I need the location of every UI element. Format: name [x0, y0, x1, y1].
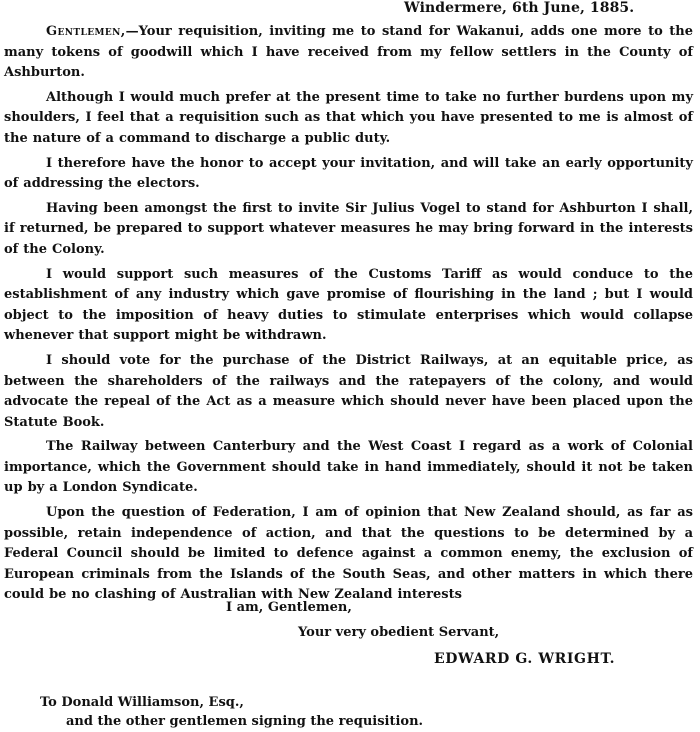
paragraph-vogel: Having been amongst the first to invite Sir Julius Vogel to stand for Ashburton I shall, if returned, be prepared to support whatever measures he may bring forward in the interests of the Colony.: [4, 200, 693, 257]
paragraph-accept: I therefore have the honor to accept your invitation, and will take an early opportunity of addressing the electors.: [4, 155, 693, 192]
signature: EDWARD G. WRIGHT.: [434, 651, 616, 667]
letter-body: [4, 22, 693, 610]
opening-salutation: Gentlemen,: [46, 24, 126, 39]
paragraph-railways: I should vote for the purchase of the District Railways, at an equitable price, as between the shareholders of the railways and the ratepayers of the colony, and would advocate the repeal of the Act as a measure which should never have been placed upon the Statute Book.: [4, 352, 693, 430]
opening-paragraph: [4, 22, 693, 84]
closing-salutation: I am, Gentlemen,: [226, 600, 352, 615]
dateline: Windermere, 6th June, 1885.: [404, 0, 635, 16]
paragraph-federation: Upon the question of Federation, I am of opinion that New Zealand should, as far as possible, retain independence of action, and that the questions to be determined by a Federal Council should be limited to defence against a common enemy, the exclusion of European criminals from the Islands of the South Seas, and other matters in which there could be no clashing of Australian with New Zealand interests: [4, 505, 693, 603]
opening-text: —Your requisition, inviting me to stand for Wakanui, adds one more to the many tokens of goodwill which I have received from my fellow settlers in the County of Ashburton.: [4, 24, 693, 81]
paragraph-west-coast: The Railway between Canterbury and the West Coast I regard as a work of Colonial importance, which the Government should take in hand immediately, should it not be taken up by a London Syndicate.: [4, 439, 693, 496]
closing-servant-line: Your very obedient Servant,: [298, 625, 500, 640]
addressee-continuation: and the other gentlemen signing the requisition.: [66, 714, 424, 729]
paragraph-burdens: Although I would much prefer at the present time to take no further burdens upon my shoulders, I feel that a requisition such as that which you have presented to me is almost of the nature of a command to discharge a public duty.: [4, 89, 693, 146]
paragraph-tariff: I would support such measures of the Customs Tariff as would conduce to the establishment of any industry which gave promise of flourishing in the land ; but I would object to the imposition of heavy duties to stimulate enterprises which would collapse whenever that support might be withdrawn.: [4, 266, 693, 344]
addressee-line: To Donald Williamson, Esq.,: [40, 695, 244, 710]
